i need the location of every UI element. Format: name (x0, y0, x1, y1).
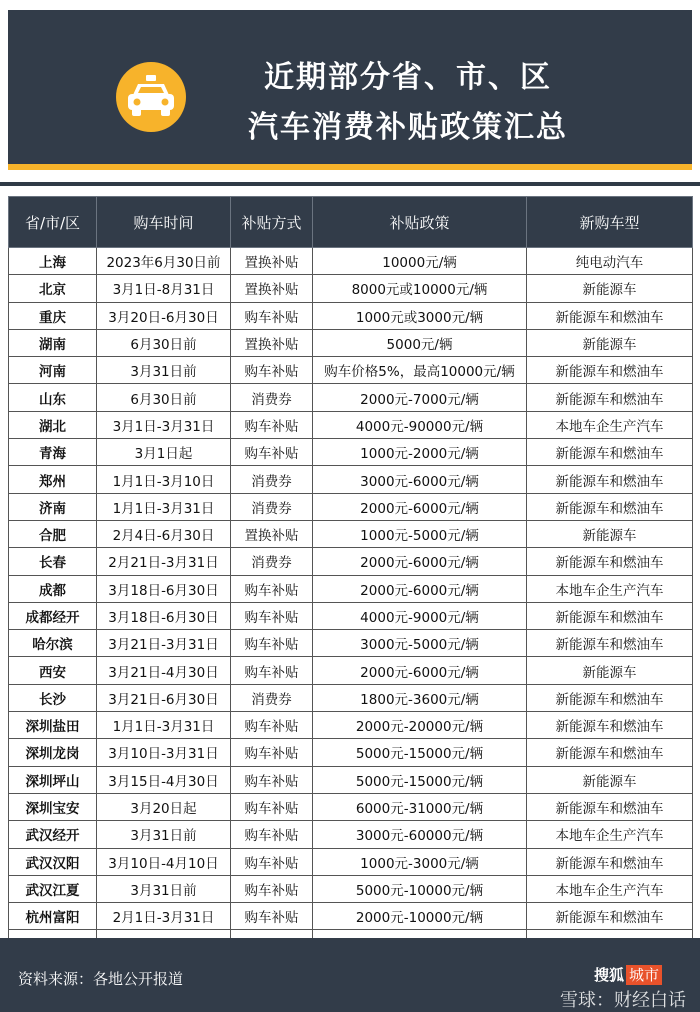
table-cell: 新能源车和燃油车 (527, 357, 693, 384)
table-cell: 哈尔滨 (9, 630, 97, 657)
table-cell: 3月1日-8月31日 (97, 275, 231, 302)
table-cell: 消费券 (231, 548, 313, 575)
table-cell: 6000元-31000元/辆 (313, 793, 527, 820)
table-cell: 6月30日前 (97, 384, 231, 411)
table-cell: 本地车企生产汽车 (527, 411, 693, 438)
table-cell: 新能源车和燃油车 (527, 793, 693, 820)
table-cell: 3月31日前 (97, 357, 231, 384)
table-cell: 1000元-2000元/辆 (313, 439, 527, 466)
table-cell: 购车补贴 (231, 602, 313, 629)
table-row (9, 248, 693, 275)
table-cell: 山东 (9, 384, 97, 411)
table-row (9, 384, 693, 411)
table-cell: 新能源车和燃油车 (527, 548, 693, 575)
table-cell: 新能源车 (527, 520, 693, 547)
table-container (0, 186, 700, 938)
table-cell: 6月30日前 (97, 329, 231, 356)
taxi-icon (116, 62, 186, 132)
table-cell: 重庆 (9, 302, 97, 329)
column-header: 补贴政策 (313, 197, 527, 248)
table-row (9, 575, 693, 602)
table-cell: 西安 (9, 657, 97, 684)
table-row (9, 657, 693, 684)
table-row (9, 793, 693, 820)
table-cell: 新能源车和燃油车 (527, 684, 693, 711)
table-cell: 5000元-15000元/辆 (313, 766, 527, 793)
table-cell: 武汉江夏 (9, 875, 97, 902)
table-row (9, 903, 693, 930)
table-cell: 购车补贴 (231, 411, 313, 438)
table-cell: 3月31日前 (97, 875, 231, 902)
subsidy-table (8, 196, 693, 958)
table-row (9, 712, 693, 739)
table-cell: 2000元-6000元/辆 (313, 575, 527, 602)
sohu-logo (594, 964, 662, 985)
table-cell: 购车补贴 (231, 766, 313, 793)
table-cell: 上海 (9, 248, 97, 275)
table-cell: 新能源车 (527, 275, 693, 302)
table-row (9, 848, 693, 875)
source-note: 资料来源：各地公开报道 (18, 970, 184, 988)
table-cell: 新能源车和燃油车 (527, 848, 693, 875)
table-cell: 2月21日-3月31日 (97, 548, 231, 575)
sohu-city-tag: 城市 (626, 965, 662, 985)
table-cell: 3000元-6000元/辆 (313, 466, 527, 493)
table-cell: 2000元-6000元/辆 (313, 657, 527, 684)
table-cell: 新能源车和燃油车 (527, 384, 693, 411)
table-row (9, 302, 693, 329)
watermark: 雪球：财经白话 (560, 990, 686, 1011)
table-cell: 置换补贴 (231, 248, 313, 275)
table-cell: 置换补贴 (231, 329, 313, 356)
table-cell: 5000元-10000元/辆 (313, 875, 527, 902)
table-cell: 纯电动汽车 (527, 248, 693, 275)
table-cell: 武汉汉阳 (9, 848, 97, 875)
table-cell: 深圳龙岗 (9, 739, 97, 766)
table-row (9, 602, 693, 629)
table-row (9, 466, 693, 493)
table-cell: 新能源车 (527, 329, 693, 356)
table-cell: 郑州 (9, 466, 97, 493)
table-row (9, 875, 693, 902)
table-cell: 长沙 (9, 684, 97, 711)
table-cell: 本地车企生产汽车 (527, 821, 693, 848)
table-cell: 消费券 (231, 384, 313, 411)
table-cell: 2023年6月30日前 (97, 248, 231, 275)
table-cell: 新能源车 (527, 657, 693, 684)
table-cell: 购车补贴 (231, 630, 313, 657)
table-row (9, 684, 693, 711)
table-header-row (9, 197, 693, 248)
table-cell: 1月1日-3月31日 (97, 493, 231, 520)
table-cell: 3月20日起 (97, 793, 231, 820)
table-cell: 长春 (9, 548, 97, 575)
table-cell: 本地车企生产汽车 (527, 875, 693, 902)
table-cell: 深圳宝安 (9, 793, 97, 820)
table-cell: 新能源车和燃油车 (527, 739, 693, 766)
column-header: 省/市/区 (9, 197, 97, 248)
table-cell: 深圳坪山 (9, 766, 97, 793)
table-row (9, 821, 693, 848)
table-cell: 3月21日-4月30日 (97, 657, 231, 684)
table-cell: 3月18日-6月30日 (97, 575, 231, 602)
table-cell: 2000元-6000元/辆 (313, 493, 527, 520)
header (0, 0, 700, 182)
table-cell: 青海 (9, 439, 97, 466)
table-cell: 3月20日-6月30日 (97, 302, 231, 329)
table-cell: 3月10日-3月31日 (97, 739, 231, 766)
table-cell: 购车补贴 (231, 302, 313, 329)
table-cell: 购车补贴 (231, 875, 313, 902)
column-header: 新购车型 (527, 197, 693, 248)
footer (0, 938, 700, 1012)
table-cell: 5000元-15000元/辆 (313, 739, 527, 766)
table-cell: 3月21日-6月30日 (97, 684, 231, 711)
table-body (9, 248, 693, 958)
table-cell: 成都经开 (9, 602, 97, 629)
table-row (9, 439, 693, 466)
table-cell: 北京 (9, 275, 97, 302)
table-cell: 新能源车和燃油车 (527, 903, 693, 930)
table-cell: 3月18日-6月30日 (97, 602, 231, 629)
table-cell: 新能源车和燃油车 (527, 630, 693, 657)
table-cell: 新能源车和燃油车 (527, 712, 693, 739)
table-cell: 购车补贴 (231, 848, 313, 875)
table-row (9, 630, 693, 657)
table-row (9, 411, 693, 438)
table-cell: 消费券 (231, 684, 313, 711)
table-row (9, 766, 693, 793)
table-cell: 1800元-3600元/辆 (313, 684, 527, 711)
table-row (9, 520, 693, 547)
table-row (9, 357, 693, 384)
table-cell: 武汉经开 (9, 821, 97, 848)
table-cell: 合肥 (9, 520, 97, 547)
table-cell: 8000元或10000元/辆 (313, 275, 527, 302)
table-cell: 深圳盐田 (9, 712, 97, 739)
table-cell: 购车补贴 (231, 739, 313, 766)
table-cell: 购车补贴 (231, 439, 313, 466)
table-row (9, 275, 693, 302)
column-header: 补贴方式 (231, 197, 313, 248)
table-cell: 1月1日-3月31日 (97, 712, 231, 739)
table-cell: 3月21日-3月31日 (97, 630, 231, 657)
table-cell: 2000元-20000元/辆 (313, 712, 527, 739)
table-cell: 2000元-10000元/辆 (313, 903, 527, 930)
table-cell: 2月4日-6月30日 (97, 520, 231, 547)
column-header: 购车时间 (97, 197, 231, 248)
table-cell: 新能源车和燃油车 (527, 466, 693, 493)
table-cell: 3000元-5000元/辆 (313, 630, 527, 657)
table-cell: 3月15日-4月30日 (97, 766, 231, 793)
table-cell: 购车补贴 (231, 575, 313, 602)
table-cell: 4000元-9000元/辆 (313, 602, 527, 629)
title-line-2: 汽车消费补贴政策汇总 (248, 110, 568, 145)
table-row (9, 548, 693, 575)
table-cell: 3月31日前 (97, 821, 231, 848)
header-banner (8, 10, 692, 170)
table-cell: 4000元-90000元/辆 (313, 411, 527, 438)
table-cell: 消费券 (231, 466, 313, 493)
table-cell: 3月1日-3月31日 (97, 411, 231, 438)
table-cell: 1000元-5000元/辆 (313, 520, 527, 547)
table-cell: 1000元或3000元/辆 (313, 302, 527, 329)
table-cell: 购车补贴 (231, 821, 313, 848)
table-cell: 置换补贴 (231, 275, 313, 302)
table-cell: 3月1日起 (97, 439, 231, 466)
table-cell: 新能源车和燃油车 (527, 493, 693, 520)
table-cell: 济南 (9, 493, 97, 520)
table-cell: 3月10日-4月10日 (97, 848, 231, 875)
table-cell: 河南 (9, 357, 97, 384)
table-cell: 新能源车 (527, 766, 693, 793)
table-row (9, 493, 693, 520)
table-cell: 本地车企生产汽车 (527, 575, 693, 602)
table-cell: 购车补贴 (231, 357, 313, 384)
table-cell: 10000元/辆 (313, 248, 527, 275)
table-cell: 购车补贴 (231, 657, 313, 684)
title-line-1: 近期部分省、市、区 (264, 60, 552, 95)
table-cell: 消费券 (231, 493, 313, 520)
table-cell: 新能源车和燃油车 (527, 602, 693, 629)
table-cell: 置换补贴 (231, 520, 313, 547)
table-cell: 1000元-3000元/辆 (313, 848, 527, 875)
table-row (9, 329, 693, 356)
table-cell: 购车补贴 (231, 903, 313, 930)
table-cell: 1月1日-3月10日 (97, 466, 231, 493)
table-cell: 购车价格5%，最高10000元/辆 (313, 357, 527, 384)
table-cell: 杭州富阳 (9, 903, 97, 930)
table-cell: 成都 (9, 575, 97, 602)
table-cell: 购车补贴 (231, 793, 313, 820)
table-cell: 5000元/辆 (313, 329, 527, 356)
table-cell: 新能源车和燃油车 (527, 302, 693, 329)
sohu-logo-text: 搜狐 (594, 966, 625, 984)
table-cell: 湖北 (9, 411, 97, 438)
table-cell: 2000元-7000元/辆 (313, 384, 527, 411)
table-cell: 3000元-60000元/辆 (313, 821, 527, 848)
table-cell: 湖南 (9, 329, 97, 356)
table-cell: 购车补贴 (231, 712, 313, 739)
table-cell: 2月1日-3月31日 (97, 903, 231, 930)
table-cell: 新能源车和燃油车 (527, 439, 693, 466)
table-cell: 2000元-6000元/辆 (313, 548, 527, 575)
table-row (9, 739, 693, 766)
